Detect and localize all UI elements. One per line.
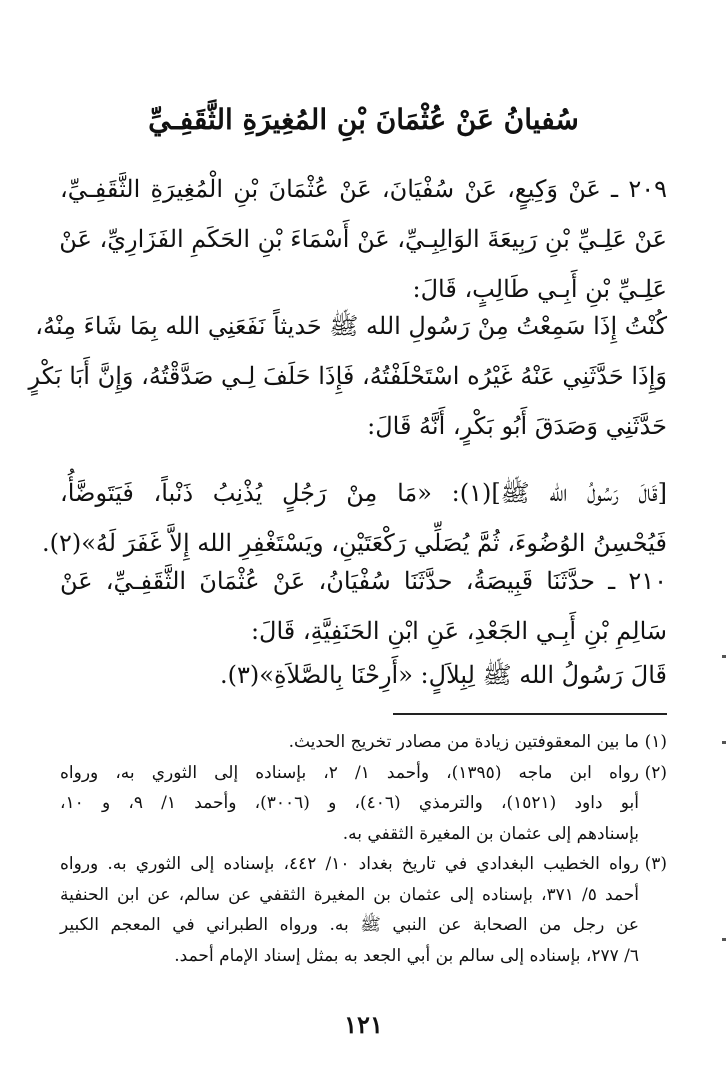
footnote-text: عن رجل من الصحابة عن النبي ﷺ به. ورواه الطبراني في المعجم الكبير (60, 915, 639, 935)
prophet-quote-line: فَيُحْسِنُ الوُضُوءَ، ثُمَّ يُصَلِّي رَكْعَتَيْنِ، ويَسْتَغْفِرِ الله إِلاَّ غَفَرَ لَهُ»(٢). (41, 529, 667, 557)
footnote-text: رواه الخطيب البغدادي في تاريخ بغداد ١٠/ ٤٤٢، بإسناده إلى الثوري به. ورواه (60, 854, 639, 874)
hadith-210-line: سَالِمِ بْنِ أَبِـي الجَعْدِ، عَنِ ابْنِ الحَنَفِيَّةِ، قَالَ: (250, 617, 667, 645)
footnote-text: رواه ابن ماجه (١٣٩٥)، وأحمد ١/ ٢، بإسناده إلى الثوري به، ورواه (60, 762, 639, 783)
ali-narration-line: حَدَّثَنِي وَصَدَقَ أَبُو بَكْرٍ، أَنَّهُ قَالَ: (367, 412, 667, 440)
edge-mark (722, 741, 726, 744)
hadith-209-line: عَنْ عَلِـيِّ بْنِ رَبِيعَةَ الوَالِبِـيِّ، عَنْ أَسْمَاءَ بْنِ الحَكَمِ الفَزَارِيِّ، عَنْ (59, 225, 667, 253)
prophet-quote (41, 468, 667, 568)
footnote-3 (60, 849, 667, 880)
footnotes (60, 727, 667, 971)
hadith-210 (60, 556, 667, 656)
chapter-title: سُفيانُ عَنْ عُثْمَانَ بْنِ المُغِيرَةِ الثَّقَفِـيِّ (148, 103, 579, 136)
ali-narration (28, 301, 667, 451)
footnote-text: أبو داود (١٥٢١)، والترمذي (٤٠٦)، و (٣٠٠٦)، وأحمد ١/ ٩، و ١٠، (60, 793, 639, 813)
ali-narration-line: وَإِذَا حَدَّثَنِي عَنْهُ غَيْرُه اسْتَحْلَفْتُهُ، فَإِذَا حَلَفَ لِـي صَدَّقْتُهُ، وَإِنَّ أَبَا بَكْرٍ (28, 362, 667, 390)
hadith-210-line: ٢١٠ ـ حدَّثَنَا قَبِيصَةُ، حدَّثَنَا سُفْيَانُ، عَنْ عُثْمَانَ الثَّقَفِـيِّ، عَنْ (60, 567, 667, 595)
footnote-text: أحمد ٥/ ٣٧١، بإسناده إلى عثمان بن المغيرة الثقفي عن سالم، عن ابن الحنفية (60, 884, 639, 905)
hadith-209-line: ٢٠٩ ـ عَنْ وَكِيعٍ، عَنْ سُفْيَانَ، عَنْ عُثْمَانَ بْنِ الْمُغِيرَةِ الثَّقَفِـيِّ، (60, 175, 667, 203)
footnote-number: (٢) (644, 762, 667, 783)
footnote-divider (393, 713, 667, 715)
hadith-209 (60, 164, 667, 314)
footnote-text: ٦/ ٢٧٧، بإسناده إلى سالم بن أبي الجعد به بمثل إسناد الإمام أحمد. (174, 945, 639, 966)
footnote-number: (١) (644, 732, 667, 752)
bilal-quote-line: قَالَ رَسُولُ الله ﷺ لِبِلاَلٍ: «أَرِحْنَا بِالصَّلاَةِ»(٣). (220, 661, 667, 689)
footnote-text: ما بين المعقوفتين زيادة من مصادر تخريج الحديث. (288, 732, 639, 752)
footnote-text: بإسنادهم إلى عثمان بن المغيرة الثقفي به. (342, 823, 639, 844)
footnote-2 (60, 758, 667, 789)
footnote-number: (٣) (644, 854, 667, 874)
edge-mark (722, 655, 726, 658)
footnote-1 (60, 727, 667, 758)
bilal-quote (60, 650, 667, 700)
edge-mark (722, 938, 726, 941)
hadith-209-line: عَلِـيِّ بْنِ أَبِـي طَالِبٍ، قَالَ: (412, 275, 667, 303)
ali-narration-line: كُنْتُ إِذَا سَمِعْتُ مِنْ رَسُولِ الله ﷺ حَديثاً نَفَعَنِي الله بِمَا شَاءَ مِنْهُ، (35, 312, 667, 340)
page-number: ١٢١ (344, 1010, 383, 1039)
prophet-quote-line: [قَالَ رَسُولُ الله ﷺ](١): «مَا مِنْ رَجُلٍ يُذْنِبُ ذَنْباً، فَيَتَوضَّأُ، (60, 479, 667, 507)
